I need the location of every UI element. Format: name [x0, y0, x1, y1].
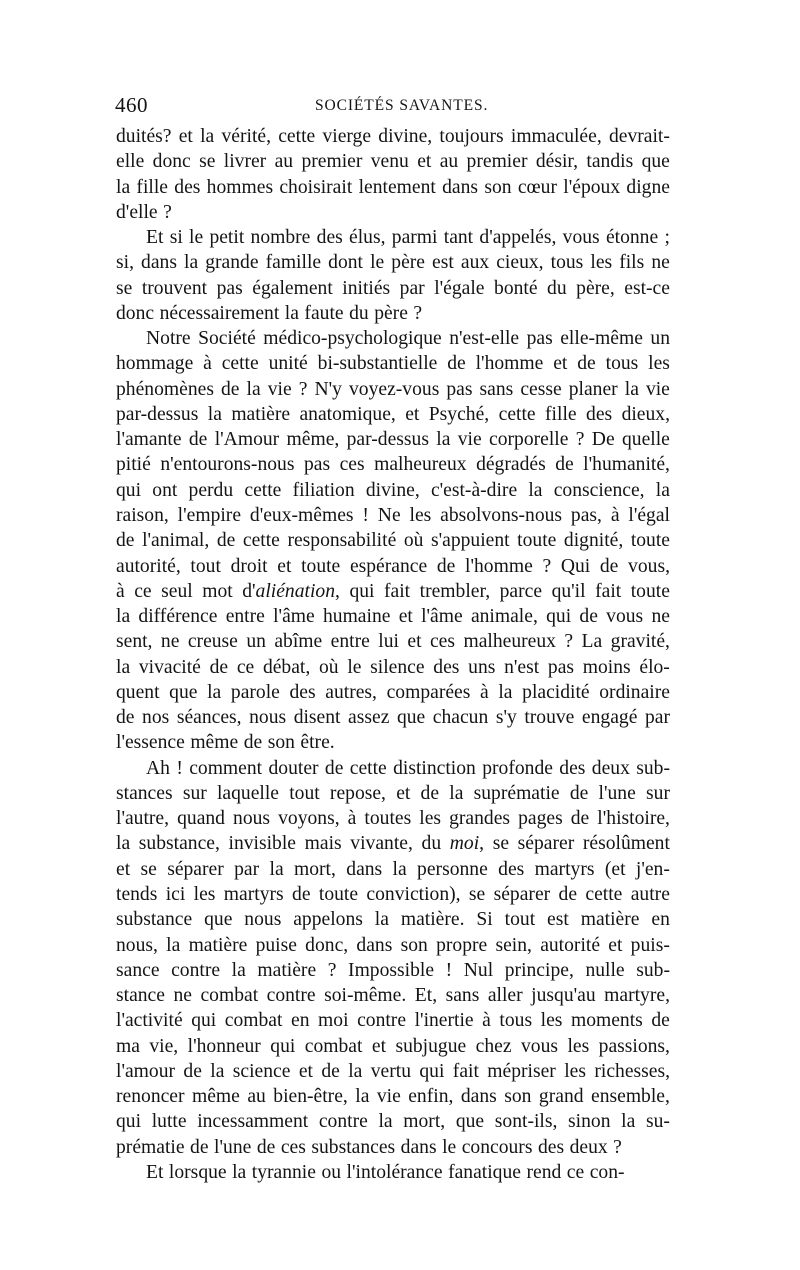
text-line: de nos séances, nous disent assez que chacun s'y trouve engagé par: [116, 707, 670, 729]
text-line: et se séparer par la mort, dans la personne des martyrs (et j'en-: [116, 858, 670, 880]
text-line: autorité, tout droit et toute espérance de l'homme ? Qui de vous,: [116, 555, 670, 577]
text-line: d'elle ?: [116, 201, 172, 223]
text-line: Et lorsque la tyrannie ou l'intolérance fanatique rend ce con-: [146, 1161, 625, 1183]
text-line: la vivacité de ce débat, où le silence des uns n'est pas moins élo-: [116, 656, 670, 678]
text-line: stance ne combat contre soi-même. Et, sans aller jusqu'au martyre,: [116, 985, 670, 1007]
text-line: l'amour de la science et de la vertu qui fait mépriser les richesses,: [116, 1060, 670, 1082]
text-line: par-dessus la matière anatomique, et Psyché, cette fille des dieux,: [116, 403, 670, 425]
paragraph: [116, 326, 670, 756]
text-line: prématie de l'une de ces substances dans le concours des deux ?: [116, 1136, 622, 1158]
text-line: elle donc se livrer au premier venu et au premier désir, tandis que: [116, 151, 670, 173]
text-line: donc nécessairement la faute du père ?: [116, 302, 423, 324]
text-line: l'activité qui combat en moi contre l'inertie à tous les moments de: [116, 1010, 670, 1032]
text-line: nous, la matière puise donc, dans son propre sein, autorité et puis-: [116, 934, 670, 956]
paragraph: [116, 756, 670, 1160]
text-line: stances sur laquelle tout repose, et de la suprématie de l'une sur: [116, 782, 670, 804]
text-line: la substance, invisible mais vivante, du moi, se séparer résolûment: [116, 833, 670, 855]
text-line: phénomènes de la vie ? N'y voyez-vous pas sans cesse planer la vie: [116, 378, 670, 400]
text-line: Et si le petit nombre des élus, parmi tant d'appelés, vous étonne ;: [146, 227, 670, 249]
text-line: pitié n'entourons-nous pas ces malheureux dégradés de l'humanité,: [116, 454, 670, 476]
text-line: substance que nous appelons la matière. Si tout est matière en: [116, 909, 670, 931]
running-title: SOCIÉTÉS SAVANTES.: [315, 97, 489, 114]
text-line: Ah ! comment douter de cette distinction profonde des deux sub-: [146, 757, 670, 779]
running-head: [115, 92, 670, 118]
page-number: 460: [115, 93, 148, 117]
text-line: qui ont perdu cette filiation divine, c'est-à-dire la conscience, la: [116, 479, 670, 501]
paragraph: [116, 225, 670, 326]
text-line: la différence entre l'âme humaine et l'âme animale, qui de vous ne: [116, 606, 670, 628]
text-line: à ce seul mot d'aliénation, qui fait trembler, parce qu'il fait toute: [116, 580, 670, 602]
text-line: Notre Société médico-psychologique n'est-elle pas elle-même un: [146, 328, 670, 350]
text-line: l'amante de l'Amour même, par-dessus la vie corporelle ? De quelle: [116, 429, 670, 451]
text-line: l'essence même de son être.: [116, 732, 335, 754]
text-line: se trouvent pas également initiés par l'égale bonté du père, est-ce: [116, 277, 670, 299]
text-line: raison, l'empire d'eux-mêmes ! Ne les absolvons-nous pas, à l'égal: [116, 504, 670, 526]
text-line: ma vie, l'honneur qui combat et subjugue chez vous les passions,: [116, 1035, 670, 1057]
text-line: sance contre la matière ? Impossible ! Nul principe, nulle sub-: [116, 959, 670, 981]
text-line: qui lutte incessamment contre la mort, que sont-ils, sinon la su-: [116, 1111, 670, 1133]
text-line: tends ici les martyrs de toute conviction), se séparer de cette autre: [116, 883, 670, 905]
text-line: si, dans la grande famille dont le père est aux cieux, tous les fils ne: [116, 252, 670, 274]
text-line: renoncer même au bien-être, la vie enfin, dans son grand ensemble,: [116, 1086, 670, 1108]
text-line: l'autre, quand nous voyons, à toutes les grandes pages de l'histoire,: [116, 808, 670, 830]
paragraph: [116, 124, 670, 225]
text-line: hommage à cette unité bi-substantielle de l'homme et de tous les: [116, 353, 670, 375]
text-line: de l'animal, de cette responsabilité où s'appuient toute dignité, toute: [116, 530, 670, 552]
text-line: quent que la parole des autres, comparées à la placidité ordinaire: [116, 681, 670, 703]
body-text: [116, 124, 670, 1185]
text-line: sent, ne creuse un abîme entre lui et ces malheureux ? La gravité,: [116, 631, 670, 653]
text-line: duités? et la vérité, cette vierge divine, toujours immaculée, devrait-: [116, 126, 670, 147]
text-line: la fille des hommes choisirait lentement dans son cœur l'époux digne: [116, 176, 670, 198]
paragraph: [116, 1160, 670, 1185]
